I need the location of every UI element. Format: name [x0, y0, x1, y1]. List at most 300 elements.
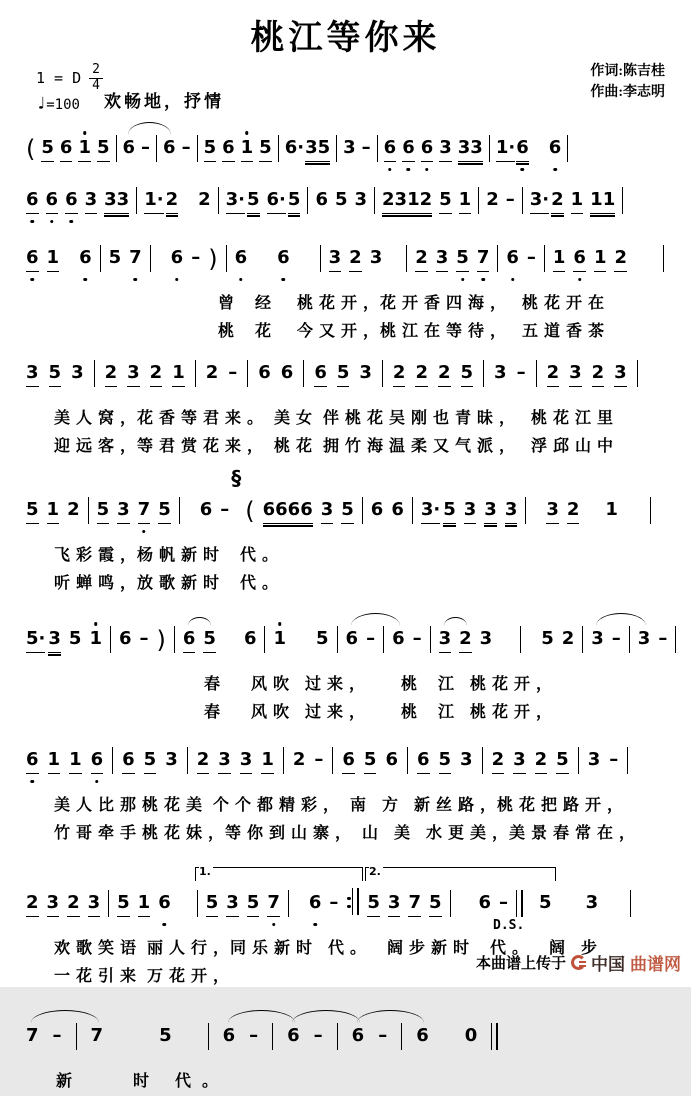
barline — [407, 747, 408, 774]
barline — [307, 187, 308, 214]
barline — [482, 747, 483, 774]
lyric-row: 欢 歌 笑 语 丽 人 行 ，同 乐 新 时 代 。 阔 步 新 时 代 。 阔 步 — [54, 940, 599, 957]
note: 6 — [402, 137, 415, 162]
barline — [136, 187, 137, 214]
note: 1 — [138, 892, 151, 917]
key-signature — [36, 63, 103, 114]
note: 3 — [240, 749, 253, 774]
note: 5 — [439, 749, 452, 774]
note: 1 — [69, 749, 82, 774]
measure-row — [26, 1025, 685, 1061]
lyric-row: 美 人 窝 ，花 香 等 君 来 。 美 女 伴 桃 花 吴 刚 也 青 昧 ， 桃 花 江 里 — [54, 410, 615, 427]
barline — [197, 890, 198, 917]
octave-dot-above — [278, 622, 282, 626]
note: 5 — [204, 137, 217, 162]
barline — [497, 245, 498, 272]
site-footer — [476, 950, 681, 975]
octave-dot-above — [83, 131, 87, 135]
note: 3 — [591, 628, 604, 649]
note: 5 — [247, 189, 260, 214]
note: 6 — [370, 499, 384, 520]
barline — [450, 890, 451, 917]
octave-dot-above — [94, 622, 98, 626]
duration-dash: – — [313, 1025, 323, 1046]
expression-text: 欢畅地，抒情 — [104, 92, 224, 111]
note: 6 — [392, 628, 405, 649]
barline — [401, 1023, 402, 1050]
note: 6 — [26, 247, 39, 272]
octave-dot-below — [239, 278, 243, 282]
octave-dot-below — [313, 923, 317, 927]
duration-dash: – — [228, 362, 238, 383]
note: 2 — [415, 247, 428, 272]
duration-dash: – — [526, 247, 536, 268]
note: 5 — [341, 499, 354, 524]
site-name-part2: 曲谱网 — [630, 955, 681, 974]
note: 3 — [47, 892, 60, 917]
spacer — [529, 628, 533, 629]
barline — [412, 497, 413, 524]
notation-line — [26, 466, 685, 598]
note: 2 — [393, 362, 406, 387]
note: 0 — [464, 1025, 478, 1046]
barline — [150, 245, 151, 272]
barline — [522, 187, 523, 214]
note: 6 — [65, 189, 78, 214]
lyric-row: 春 风 吹 过 来 ， 桃 江 桃 花 开 ， — [204, 676, 554, 693]
note: 2 — [198, 189, 211, 210]
note: 6 — [573, 247, 586, 272]
barline — [430, 626, 431, 653]
slur-arc — [228, 1010, 296, 1023]
note: 6· — [267, 189, 286, 214]
note: 1 — [89, 628, 102, 652]
note: 3· — [226, 189, 245, 214]
note: 3 — [637, 628, 651, 649]
barline — [100, 245, 101, 272]
note: 1 — [594, 247, 607, 272]
note: 3 — [359, 362, 372, 383]
note: 3 — [388, 892, 401, 917]
note: 2 — [166, 189, 179, 214]
note: 3 — [26, 362, 39, 387]
note: 3 — [436, 247, 449, 272]
octave-dot-below — [95, 780, 99, 784]
spacer — [297, 892, 301, 893]
duration-dash: – — [378, 1025, 388, 1046]
note: 5 — [41, 137, 54, 162]
lyric-row: 春 风 吹 过 来 ， 桃 江 桃 花 开 ， — [204, 704, 554, 721]
measure-row — [26, 362, 685, 398]
lyrics-block — [26, 290, 685, 346]
barline — [247, 360, 248, 387]
slur-arc — [351, 613, 401, 626]
spacer — [626, 499, 642, 500]
note: 3 — [569, 362, 582, 387]
note: 2 — [415, 362, 428, 387]
barline — [520, 626, 521, 653]
volta-number: 2. — [369, 865, 381, 878]
note: 6 — [122, 137, 136, 158]
barline — [197, 135, 198, 162]
note: 11 — [590, 189, 615, 214]
duration-dash: – — [329, 892, 339, 913]
note: 6 — [309, 892, 322, 916]
note: 6 — [158, 892, 171, 916]
note: 6 — [60, 137, 73, 162]
octave-dot-below — [84, 278, 88, 282]
note: 3 — [460, 749, 473, 770]
notation-line — [26, 247, 685, 346]
duration-dash: – — [220, 499, 230, 520]
duration-dash: – — [658, 628, 668, 649]
note: 5 — [49, 362, 62, 387]
barline — [383, 626, 384, 653]
note: 5 — [539, 892, 552, 913]
volta-bracket — [365, 867, 556, 881]
octave-dot-below — [50, 220, 54, 224]
lyrics-block — [26, 405, 685, 461]
octave-dot-below — [521, 168, 525, 172]
barline — [478, 187, 479, 214]
note: 6· — [284, 137, 305, 158]
note: 7 — [408, 892, 421, 917]
note: 3· — [530, 189, 549, 214]
slur-arc — [357, 1010, 425, 1023]
note: 6 — [549, 137, 562, 161]
octave-dot-below — [31, 278, 35, 282]
spacer — [294, 628, 308, 629]
octave-dot-below — [163, 923, 167, 927]
time-signature: $\frac{2}{4}$ — [89, 63, 103, 92]
barline — [362, 497, 363, 524]
note: 6 — [342, 749, 355, 774]
volta-bracket — [195, 867, 363, 881]
note: 33 — [458, 137, 483, 162]
barline — [320, 245, 321, 272]
barline — [650, 497, 651, 524]
duration-dash: – — [611, 628, 621, 649]
barline — [272, 1023, 273, 1050]
note: 1 — [571, 189, 584, 214]
octave-dot-below — [282, 278, 286, 282]
barline — [337, 1023, 338, 1050]
note: 6 — [417, 749, 430, 774]
note: 5 — [443, 499, 456, 524]
spacer — [185, 189, 191, 190]
notation-line — [26, 137, 685, 173]
barline — [76, 1023, 77, 1050]
note: 2 — [205, 362, 219, 383]
note: 6 — [199, 499, 213, 520]
note: 3 — [165, 749, 178, 770]
note: 6 — [506, 247, 519, 271]
barline — [108, 890, 109, 917]
note: 2 — [492, 749, 505, 774]
note: 2 — [349, 247, 362, 272]
note: 3 — [439, 628, 452, 653]
notation-line — [26, 749, 685, 848]
lyric-row: 竹 哥 牵 手 桃 花 妹 ，等 你 到 山 寨 ， 山 美 水 更 美 ，美 景 春 常 在 ， — [54, 825, 637, 842]
barline — [489, 135, 490, 162]
note: 2 — [150, 362, 163, 387]
note: 3 — [343, 137, 356, 158]
measure-row: 5 1 2 5 3 7 5 6 – § ( 6666 3 5 6 6 3· 5 3 3 3 3 2 1 — [26, 499, 685, 535]
note: 6 — [384, 137, 397, 162]
note: 6 — [314, 362, 327, 387]
lyric-row: 一 花 引 来 万 花 开 ， — [54, 968, 231, 985]
barline — [627, 747, 628, 774]
barline — [406, 245, 407, 272]
note: 5 — [541, 628, 554, 649]
lyricist-credit: 作词:陈吉桂 — [590, 64, 665, 79]
note: 6 — [280, 362, 294, 383]
barline — [637, 360, 638, 387]
note: 6 — [243, 628, 257, 649]
note: 5 — [97, 499, 110, 524]
duration-dash: – — [314, 749, 324, 770]
lyrics-block — [26, 1068, 685, 1096]
measure-row — [26, 137, 685, 173]
octave-dot-above — [245, 131, 249, 135]
note: 1 — [273, 628, 286, 652]
note: 2 — [197, 749, 210, 774]
lyrics-block — [26, 671, 685, 727]
note: 6 — [222, 137, 235, 162]
note: 6 — [79, 247, 92, 271]
duration-dash: – — [181, 137, 191, 158]
duration-dash: – — [141, 137, 151, 158]
note: 2 — [486, 189, 499, 210]
note: 1 — [605, 499, 618, 520]
barline — [336, 135, 337, 162]
note: 1 — [553, 247, 566, 272]
note: 7 — [477, 247, 490, 272]
barline — [110, 626, 111, 653]
octave-dot-below — [553, 168, 557, 172]
note: 5 — [556, 749, 569, 774]
note: 5 — [334, 189, 348, 210]
note: 1· — [144, 189, 163, 214]
duration-dash: – — [505, 189, 515, 210]
barline — [630, 890, 631, 917]
note: 3 — [369, 247, 383, 268]
note: 5 — [337, 362, 350, 387]
slur-arc — [596, 613, 647, 626]
duration-dash: – — [361, 137, 371, 158]
note: 3 — [513, 749, 526, 774]
note: 6 — [258, 362, 271, 383]
barline — [629, 626, 630, 653]
note: 3 — [329, 247, 342, 272]
note: 3 — [614, 362, 627, 387]
octave-dot-below — [175, 278, 179, 282]
note: 2312 — [382, 189, 432, 214]
lyric-row: 飞 彩 霞 ，杨 帆 新 时 代 。 — [54, 547, 280, 564]
barline — [195, 360, 196, 387]
spacer — [535, 137, 543, 138]
barline — [544, 245, 545, 272]
spacer — [443, 1025, 451, 1026]
note: 6 — [26, 189, 39, 214]
octave-dot-below — [511, 278, 515, 282]
spacer — [390, 247, 398, 248]
duration-dash: – — [499, 892, 509, 913]
note: 3 — [479, 628, 493, 649]
lyric-row: 美 人 比 那 桃 花 美 个 个 都 精 彩 ， 南 方 新 丝 路 ，桃 花 把 路 开 ， — [54, 797, 625, 814]
barline — [187, 747, 188, 774]
spacer — [560, 892, 578, 893]
barline — [567, 135, 568, 162]
notation-line — [26, 362, 685, 461]
note: 2 — [67, 892, 80, 917]
note: 2 — [67, 499, 80, 520]
spacer — [587, 499, 597, 500]
note: 3 — [218, 749, 231, 774]
spacer — [606, 892, 622, 893]
barline — [174, 626, 175, 653]
note: 5 — [367, 892, 380, 917]
barline — [88, 497, 89, 524]
parenthesis: ) — [208, 245, 218, 273]
cd-logo-icon — [571, 955, 586, 970]
note: 3 — [484, 499, 497, 524]
duration-dash: – — [516, 362, 526, 383]
note: 1 — [459, 189, 472, 214]
notation-line — [26, 189, 685, 225]
slur-arc — [188, 617, 212, 626]
octave-dot-below — [461, 278, 465, 282]
note: 7 — [26, 1025, 39, 1046]
note: 7 — [129, 247, 142, 271]
spacer — [179, 892, 189, 893]
note: 1 — [261, 749, 274, 774]
note: 2 — [561, 628, 575, 649]
slur-arc — [292, 1010, 361, 1023]
note: 1 — [241, 137, 254, 162]
note: 2 — [26, 892, 39, 917]
volta-number: 1. — [199, 865, 211, 878]
lyric-row: 新 时 代 。 — [56, 1073, 220, 1090]
barline — [288, 890, 289, 917]
octave-dot-below — [70, 220, 74, 224]
spacer — [534, 499, 538, 500]
barline — [278, 135, 279, 162]
notation-line — [26, 865, 685, 991]
lyric-row: 桃 花 今 又 开 ，桃 江 在 等 待 ， 五 道 香 茶 — [218, 323, 606, 340]
note: 5 — [206, 892, 219, 917]
spacer — [298, 247, 312, 248]
note: 2 — [459, 628, 472, 653]
barline — [116, 135, 117, 162]
note: 3· — [421, 499, 440, 524]
spacer — [635, 247, 655, 248]
note: 6666 — [263, 499, 313, 524]
note: 1 — [47, 499, 60, 524]
key-label: 1 = D — [36, 68, 82, 87]
barline — [337, 626, 338, 653]
duration-dash: – — [609, 749, 619, 770]
barline — [663, 245, 664, 272]
composer-credit: 作曲:李志明 — [590, 85, 665, 100]
barline — [675, 626, 676, 653]
duration-dash: – — [191, 247, 201, 268]
note: 2 — [438, 362, 451, 387]
note: 6 — [416, 1025, 429, 1046]
note: 3 — [117, 499, 130, 524]
note: 6 — [277, 247, 290, 271]
note: 5 — [26, 499, 39, 524]
note: 3 — [71, 362, 84, 383]
barline — [525, 497, 526, 524]
note: 3 — [321, 499, 334, 524]
note: 6 — [351, 1025, 365, 1046]
parenthesis: ( — [26, 135, 36, 163]
site-name-part1: 中国 — [591, 955, 625, 974]
note: 7 — [267, 892, 280, 917]
note: 6 — [122, 749, 135, 774]
tempo-marking: ♩=100 — [36, 94, 80, 115]
note: 33 — [104, 189, 129, 214]
spacer — [67, 247, 71, 248]
notation-line — [26, 628, 685, 727]
measure-row: 2 3 2 3 5 1 6 5 3 5 7 6 – 5 3 7 5 6 – D.S. 5 3 1. 2. — [26, 892, 685, 928]
note: 3 — [439, 137, 452, 162]
barline — [226, 245, 227, 272]
barline — [112, 747, 113, 774]
note: 6 — [391, 499, 404, 520]
octave-dot-below — [134, 278, 138, 282]
octave-dot-below — [142, 530, 146, 534]
barline — [218, 187, 219, 214]
note: 3 — [505, 499, 518, 524]
song-title: 桃江等你来 — [250, 20, 441, 57]
note: 3 — [585, 892, 599, 913]
barline — [179, 497, 180, 524]
note: 6 — [26, 749, 39, 774]
lyric-row: 迎 远 客 ，等 君 赏 花 来 ， 桃 花 拥 竹 海 温 柔 又 气 派 ， 浮 邱 山 中 — [54, 438, 615, 455]
note: 3 — [546, 499, 559, 524]
note: 6 — [183, 628, 196, 653]
barline — [264, 626, 265, 653]
barline — [374, 187, 375, 214]
note: 5 — [456, 247, 469, 272]
duration-dash: – — [52, 1025, 62, 1046]
note: 6 — [163, 137, 176, 158]
parenthesis: ) — [156, 626, 166, 654]
barline — [578, 747, 579, 774]
note: 6 — [222, 1025, 236, 1046]
score-header — [0, 59, 691, 125]
note: 3 — [494, 362, 507, 383]
measure-row — [26, 628, 685, 664]
note: 6 — [235, 247, 248, 271]
note: 6 — [478, 892, 492, 913]
note: 5 — [316, 628, 329, 649]
measure-row — [26, 247, 685, 283]
spacer — [255, 247, 269, 248]
measure-row — [26, 189, 685, 225]
note: 2 — [592, 362, 605, 387]
octave-dot-below — [272, 923, 276, 927]
note: 7 — [138, 499, 151, 524]
duration-dash: – — [412, 628, 422, 649]
note: 1· — [496, 137, 515, 162]
barline — [483, 360, 484, 387]
note: 6 — [91, 749, 104, 774]
spacer — [500, 628, 512, 629]
barline — [332, 747, 333, 774]
